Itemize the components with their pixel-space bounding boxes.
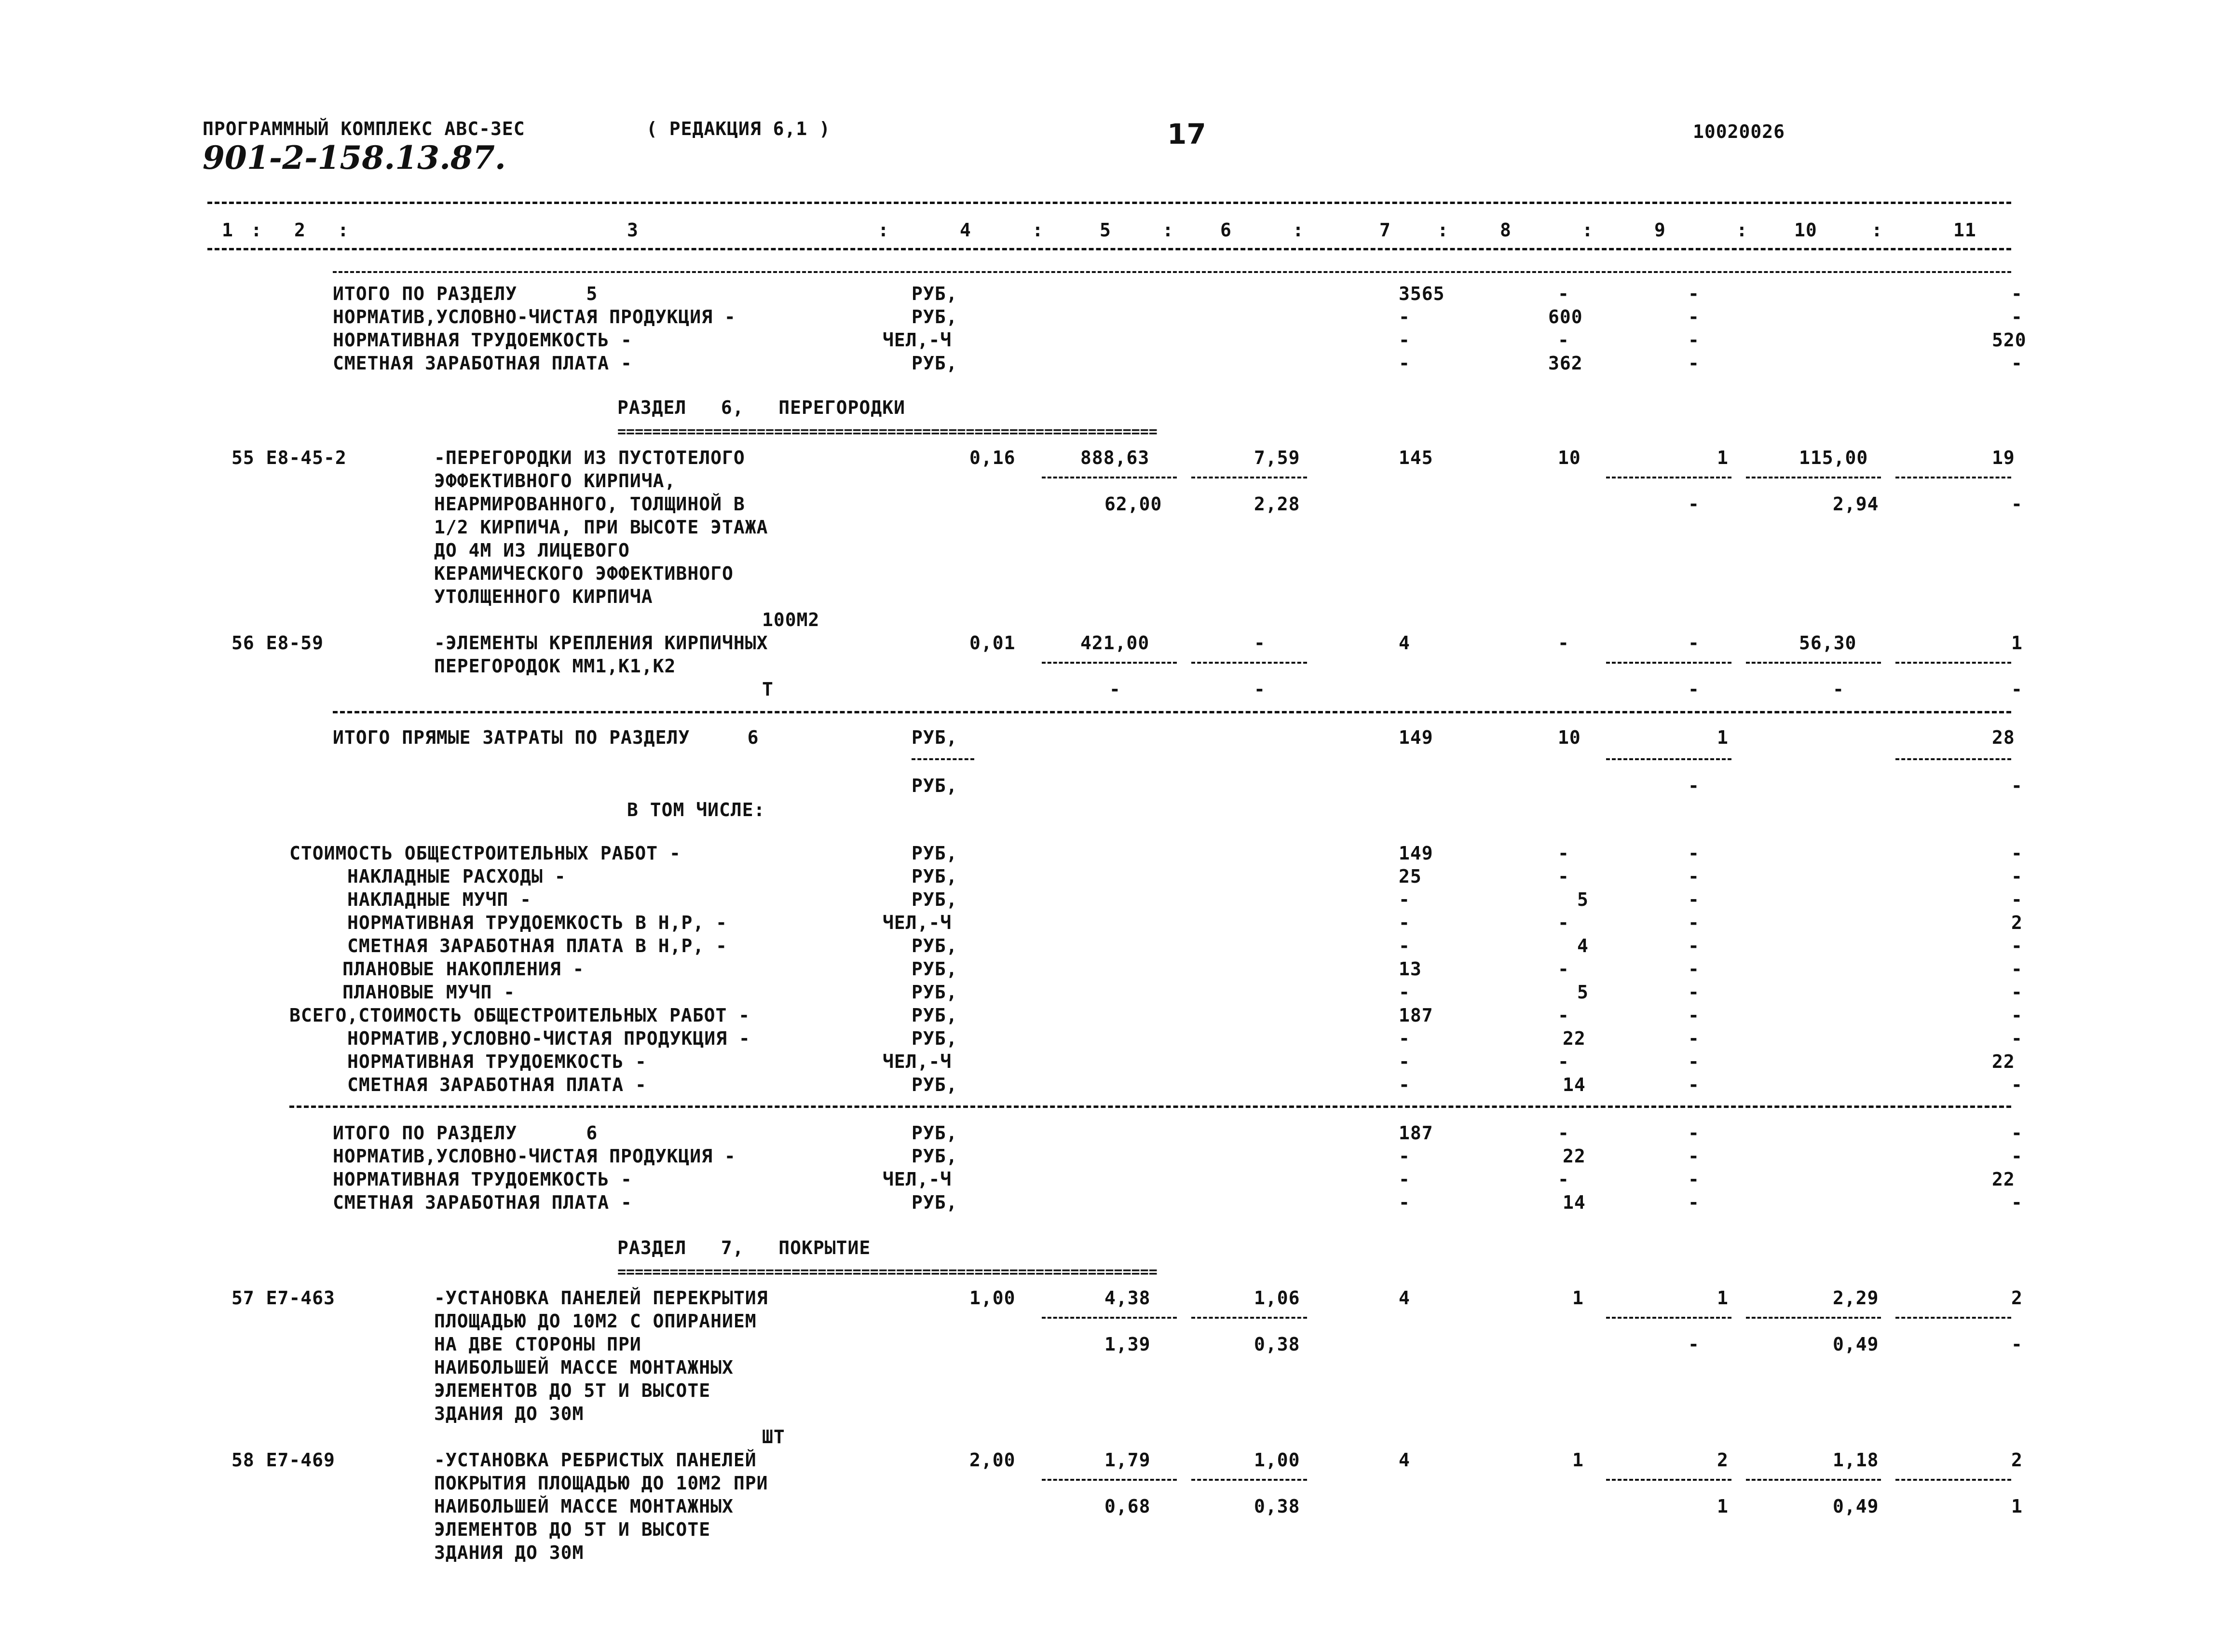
table-cell: - [1399,1169,1410,1190]
table-cell: ПЛАНОВЫЕ МУЧП - [342,982,516,1003]
section5-total-rule [333,271,2011,273]
table-cell: - [1688,1074,1700,1095]
table-cell: - [1399,912,1410,933]
table-cell: - [1399,306,1410,328]
table-cell: -ЭЛЕМЕНТЫ КРЕПЛЕНИЯ КИРПИЧНЫХ [434,632,768,654]
table-cell: - [1558,1005,1569,1026]
item56-col11-rule [1895,662,2011,664]
table-cell: НОРМАТИВНАЯ ТРУДОЕМКОСТЬ - [333,329,632,351]
table-cell: 4 [1399,1287,1410,1309]
table-cell: - [1688,889,1700,910]
table-cell: 1 [1572,1449,1584,1471]
direct-costs-col9-rule [1606,758,1731,760]
table-cell: - [1688,329,1700,351]
table-cell: РУБ, [912,935,958,956]
table-cell: - [1688,935,1700,956]
table-cell: РУБ, [912,1074,958,1095]
table-cell: ИТОГО ПО РАЗДЕЛУ 6 [333,1122,598,1144]
table-cell: РУБ, [912,1146,958,1167]
table-cell: ЧЕЛ,-Ч [883,1051,952,1072]
table-cell: СМЕТНАЯ ЗАРАБОТНАЯ ПЛАТА - [333,1192,632,1213]
table-cell: - [2011,889,2023,910]
table-top-rule [207,202,2011,204]
table-cell: ИТОГО ПО РАЗДЕЛУ 5 [333,283,598,304]
table-cell: 19 [1992,447,2015,468]
table-cell: - [1688,958,1700,980]
table-cell: СМЕТНАЯ ЗАРАБОТНАЯ ПЛАТА - [347,1074,647,1095]
table-cell: 1 [1717,727,1729,748]
table-cell: 1,00 [1254,1449,1300,1471]
column-separator: : [1437,219,1449,241]
table-cell: - [1833,679,1844,700]
table-cell: -ПЕРЕГОРОДКИ ИЗ ПУСТОТЕЛОГО [434,447,745,468]
table-cell: ЗДАНИЯ ДО 30М [434,1403,584,1424]
table-cell: РУБ, [912,889,958,910]
table-cell: 1 [2011,1496,2023,1517]
table-cell: - [1558,329,1569,351]
table-cell: 362 [1548,353,1583,374]
table-cell: 100М2 [762,609,820,630]
table-cell: 2 [2011,1287,2023,1309]
table-cell: ПОКРЫТИЯ ПЛОЩАДЬЮ ДО 10М2 ПРИ [434,1473,768,1494]
table-cell: Т [762,679,774,700]
item55-col5-rule [1042,477,1177,478]
table-cell: - [1558,1122,1569,1144]
table-cell: - [1399,1051,1410,1072]
table-cell: - [1558,958,1569,980]
column-separator: : [1871,219,1883,241]
table-cell: 520 [1992,329,2027,351]
table-cell: ПЕРЕГОРОДОК ММ1,К1,К2 [434,655,676,677]
column-number-9: 9 [1654,219,1666,241]
table-cell: НОРМАТИВ,УСЛОВНО-ЧИСТАЯ ПРОДУКЦИЯ - [333,1146,736,1167]
column-separator: : [251,219,262,241]
column-number-3: 3 [627,219,639,241]
table-cell: - [1399,1074,1410,1095]
table-cell: - [2011,1005,2023,1026]
table-cell: 187 [1399,1122,1433,1144]
table-cell: 0,16 [969,447,1016,468]
column-number-6: 6 [1220,219,1232,241]
table-cell: 0,01 [969,632,1016,654]
table-cell: - [2011,1192,2023,1213]
table-cell: 149 [1399,843,1433,864]
table-cell: РУБ, [912,353,958,374]
table-cell: - [2011,1334,2023,1355]
column-separator: : [1032,219,1044,241]
item56-col5-rule [1042,662,1177,664]
table-cell: ЗДАНИЯ ДО 30М [434,1542,584,1563]
table-cell: 1 [1717,447,1729,468]
table-cell: - [1558,1051,1569,1072]
item56-col9-rule [1606,662,1731,664]
table-cell: - [2011,935,2023,956]
table-cell: - [1558,866,1569,887]
table-cell: - [1688,353,1700,374]
item58-col6-rule [1191,1479,1307,1481]
table-cell: 0,68 [1104,1496,1151,1517]
table-cell: 1 [1717,1496,1729,1517]
item55-col11-rule [1895,477,2011,478]
table-cell: НАИБОЛЬШЕЙ МАССЕ МОНТАЖНЫХ [434,1357,734,1378]
table-cell: 1,39 [1104,1334,1151,1355]
table-header-rule [207,248,2011,250]
table-cell: - [1688,493,1700,515]
table-cell: 10 [1558,727,1581,748]
table-cell: 56 Е8-59 [232,632,324,654]
direct-costs-rub-rule [912,758,974,760]
handwritten-doc-number: 901-2-158.13.87. [203,139,506,177]
table-cell: НАИБОЛЬШЕЙ МАССЕ МОНТАЖНЫХ [434,1496,734,1517]
table-cell: - [1688,1146,1700,1167]
table-cell: 4 [1399,1449,1410,1471]
column-number-2: 2 [294,219,306,241]
table-cell: - [2011,866,2023,887]
table-cell: СМЕТНАЯ ЗАРАБОТНАЯ ПЛАТА - [333,353,632,374]
table-cell: 2,29 [1833,1287,1879,1309]
direct-costs-col11-rule [1895,758,2011,760]
table-cell: 10 [1558,447,1581,468]
table-cell: 1 [1717,1287,1729,1309]
table-cell: 1 [1572,1287,1584,1309]
item55-col9-rule [1606,477,1731,478]
item58-col10-rule [1746,1479,1881,1481]
program-edition: ( РЕДАКЦИЯ 6,1 ) [646,118,831,139]
table-cell: ЭФФЕКТИВНОГО КИРПИЧА, [434,470,676,492]
table-cell: РУБ, [912,958,958,980]
table-cell: - [1558,912,1569,933]
table-cell: - [1688,1028,1700,1049]
table-cell: 1/2 КИРПИЧА, ПРИ ВЫСОТЕ ЭТАЖА [434,517,768,538]
table-cell: - [2011,843,2023,864]
table-cell: - [2011,306,2023,328]
item57-col5-rule [1042,1317,1177,1319]
table-cell: РУБ, [912,866,958,887]
column-number-11: 11 [1953,219,1976,241]
table-cell: - [2011,982,2023,1003]
table-cell: 2 [1717,1449,1729,1471]
table-cell: ПЛАНОВЫЕ НАКОПЛЕНИЯ - [342,958,585,980]
table-cell: ЧЕЛ,-Ч [883,912,952,933]
item57-col6-rule [1191,1317,1307,1319]
table-cell: - [2011,1074,2023,1095]
item56-col6-rule [1191,662,1307,664]
item55-col10-rule [1746,477,1881,478]
table-cell: НОРМАТИВ,УСЛОВНО-ЧИСТАЯ ПРОДУКЦИЯ - [347,1028,750,1049]
table-cell: 600 [1548,306,1583,328]
column-separator: : [1162,219,1174,241]
table-cell: РАЗДЕЛ 7, ПОКРЫТИЕ [617,1237,871,1258]
table-cell: - [1688,982,1700,1003]
table-cell: - [2011,1122,2023,1144]
table-cell: 0,38 [1254,1334,1300,1355]
table-cell: 1,00 [969,1287,1016,1309]
section7-title-underline: ============================================================== [617,1264,1158,1281]
table-cell: НАКЛАДНЫЕ РАСХОДЫ - [347,866,566,887]
table-cell: 4 [1577,935,1589,956]
table-cell: РУБ, [912,283,958,304]
table-cell: -УСТАНОВКА ПАНЕЛЕЙ ПЕРЕКРЫТИЯ [434,1287,768,1309]
column-number-10: 10 [1794,219,1817,241]
table-cell: 25 [1399,866,1422,887]
table-cell: 22 [1563,1028,1586,1049]
table-cell: РУБ, [912,982,958,1003]
table-cell: - [1688,1051,1700,1072]
program-title: ПРОГРАММНЫЙ КОМПЛЕКС АВС-3ЕС [203,118,525,139]
table-cell: 14 [1563,1074,1586,1095]
table-cell: РУБ, [912,1005,958,1026]
table-cell: - [1688,1169,1700,1190]
column-number-4: 4 [960,219,971,241]
table-cell: - [1688,1122,1700,1144]
table-cell: РУБ, [912,727,958,748]
table-cell: - [2011,353,2023,374]
table-cell: РУБ, [912,775,958,796]
table-cell: КЕРАМИЧЕСКОГО ЭФФЕКТИВНОГО [434,563,734,584]
item57-col11-rule [1895,1317,2011,1319]
table-cell: 22 [1992,1051,2015,1072]
table-cell: В ТОМ ЧИСЛЕ: [627,799,765,820]
table-cell: - [1558,843,1569,864]
table-cell: РУБ, [912,843,958,864]
table-cell: 2,94 [1833,493,1879,515]
table-cell: 13 [1399,958,1422,980]
table-cell: - [1688,912,1700,933]
table-cell: 1,18 [1833,1449,1879,1471]
table-cell: - [1399,889,1410,910]
table-cell: 0,49 [1833,1496,1879,1517]
table-cell: 0,49 [1833,1334,1879,1355]
table-cell: - [2011,1146,2023,1167]
table-cell: - [1558,632,1569,654]
table-cell: ШТ [762,1426,785,1447]
table-cell: 1,06 [1254,1287,1300,1309]
table-cell: СМЕТНАЯ ЗАРАБОТНАЯ ПЛАТА В Н,Р, - [347,935,727,956]
table-cell: ДО 4М ИЗ ЛИЦЕВОГО [434,540,630,561]
table-cell: - [1688,679,1700,700]
table-cell: ЧЕЛ,-Ч [883,1169,952,1190]
document-code: 10020026 [1693,121,1785,142]
column-separator: : [878,219,889,241]
table-cell: - [2011,283,2023,304]
table-cell: 14 [1563,1192,1586,1213]
table-cell: РУБ, [912,1122,958,1144]
table-cell: - [2011,679,2023,700]
table-cell: - [1688,866,1700,887]
table-cell: 28 [1992,727,2015,748]
table-cell: 56,30 [1799,632,1857,654]
table-cell: - [1688,1192,1700,1213]
table-cell: - [1399,329,1410,351]
item57-col9-rule [1606,1317,1731,1319]
table-cell: УТОЛЩЕННОГО КИРПИЧА [434,586,653,607]
column-separator: : [338,219,349,241]
table-cell: 0,38 [1254,1496,1300,1517]
table-cell: 5 [1577,889,1589,910]
table-cell: ЧЕЛ,-Ч [883,329,952,351]
table-cell: НОРМАТИВНАЯ ТРУДОЕМКОСТЬ - [333,1169,632,1190]
table-cell: 115,00 [1799,447,1868,468]
table-cell: - [1254,679,1266,700]
table-cell: НОРМАТИВНАЯ ТРУДОЕМКОСТЬ - [347,1051,647,1072]
table-cell: РУБ, [912,1192,958,1213]
table-cell: - [1109,679,1121,700]
table-cell: ЭЛЕМЕНТОВ ДО 5Т И ВЫСОТЕ [434,1519,711,1540]
table-cell: 57 Е7-463 [232,1287,335,1309]
table-cell: - [1399,353,1410,374]
table-cell: - [1558,283,1569,304]
table-cell: 58 Е7-469 [232,1449,335,1471]
table-cell: НЕАРМИРОВАННОГО, ТОЛЩИНОЙ В [434,493,745,515]
table-cell: НОРМАТИВНАЯ ТРУДОЕМКОСТЬ В Н,Р, - [347,912,727,933]
table-cell: - [1688,843,1700,864]
section6-total-rule [289,1106,2011,1108]
table-cell: - [2011,775,2023,796]
table-cell: ПЛОЩАДЬЮ ДО 10М2 С ОПИРАНИЕМ [434,1311,757,1332]
table-cell: - [1688,306,1700,328]
table-cell: НОРМАТИВ,УСЛОВНО-ЧИСТАЯ ПРОДУКЦИЯ - [333,306,736,328]
table-cell: -УСТАНОВКА РЕБРИСТЫХ ПАНЕЛЕЙ [434,1449,757,1471]
table-cell: 62,00 [1104,493,1162,515]
table-cell: ВСЕГО,СТОИМОСТЬ ОБЩЕСТРОИТЕЛЬНЫХ РАБОТ - [289,1005,750,1026]
page-number: 17 [1167,118,1206,150]
table-cell: - [1399,1028,1410,1049]
table-cell: 4,38 [1104,1287,1151,1309]
column-separator: : [1293,219,1304,241]
table-cell: 2,28 [1254,493,1300,515]
table-cell: - [1254,632,1266,654]
item58-col11-rule [1895,1479,2011,1481]
column-number-8: 8 [1500,219,1512,241]
table-cell: 7,59 [1254,447,1300,468]
table-cell: - [1399,982,1410,1003]
item56-col10-rule [1746,662,1881,664]
table-cell: 1,79 [1104,1449,1151,1471]
column-number-1: 1 [222,219,233,241]
table-cell: 5 [1577,982,1589,1003]
table-cell: СТОИМОСТЬ ОБЩЕСТРОИТЕЛЬНЫХ РАБОТ - [289,843,681,864]
table-cell: 1 [2011,632,2023,654]
table-cell: НАКЛАДНЫЕ МУЧП - [347,889,532,910]
table-cell: РАЗДЕЛ 6, ПЕРЕГОРОДКИ [617,397,905,418]
column-separator: : [1582,219,1594,241]
table-cell: 145 [1399,447,1433,468]
table-cell: - [1688,632,1700,654]
table-cell: - [1399,1192,1410,1213]
table-cell: 3565 [1399,283,1445,304]
table-cell: 187 [1399,1005,1433,1026]
table-cell: 2 [2011,1449,2023,1471]
table-cell: - [1399,935,1410,956]
table-cell: ИТОГО ПРЯМЫЕ ЗАТРАТЫ ПО РАЗДЕЛУ 6 [333,727,759,748]
table-cell: НА ДВЕ СТОРОНЫ ПРИ [434,1334,641,1355]
table-cell: 888,63 [1080,447,1150,468]
table-cell: 55 Е8-45-2 [232,447,347,468]
table-cell: - [1688,1005,1700,1026]
table-cell: РУБ, [912,306,958,328]
table-cell: 2 [2011,912,2023,933]
table-cell: - [1688,1334,1700,1355]
table-cell: 4 [1399,632,1410,654]
table-cell: - [1688,283,1700,304]
item58-col5-rule [1042,1479,1177,1481]
table-cell: - [2011,493,2023,515]
table-cell: - [1688,775,1700,796]
table-cell: 149 [1399,727,1433,748]
item58-col9-rule [1606,1479,1731,1481]
table-cell: РУБ, [912,1028,958,1049]
column-number-5: 5 [1100,219,1111,241]
table-cell: 22 [1992,1169,2015,1190]
column-number-7: 7 [1379,219,1391,241]
table-cell: ЭЛЕМЕНТОВ ДО 5Т И ВЫСОТЕ [434,1380,711,1401]
table-cell: - [1558,1169,1569,1190]
table-cell: 2,00 [969,1449,1016,1471]
table-cell: 421,00 [1080,632,1150,654]
table-cell: - [1399,1146,1410,1167]
table-cell: - [2011,1028,2023,1049]
item55-col6-rule [1191,477,1307,478]
column-separator: : [1736,219,1748,241]
table-cell: 22 [1563,1146,1586,1167]
table-cell: - [2011,958,2023,980]
section6-title-underline: ============================================================== [617,423,1158,440]
item57-col10-rule [1746,1317,1881,1319]
section6-direct-rule [333,711,2011,713]
